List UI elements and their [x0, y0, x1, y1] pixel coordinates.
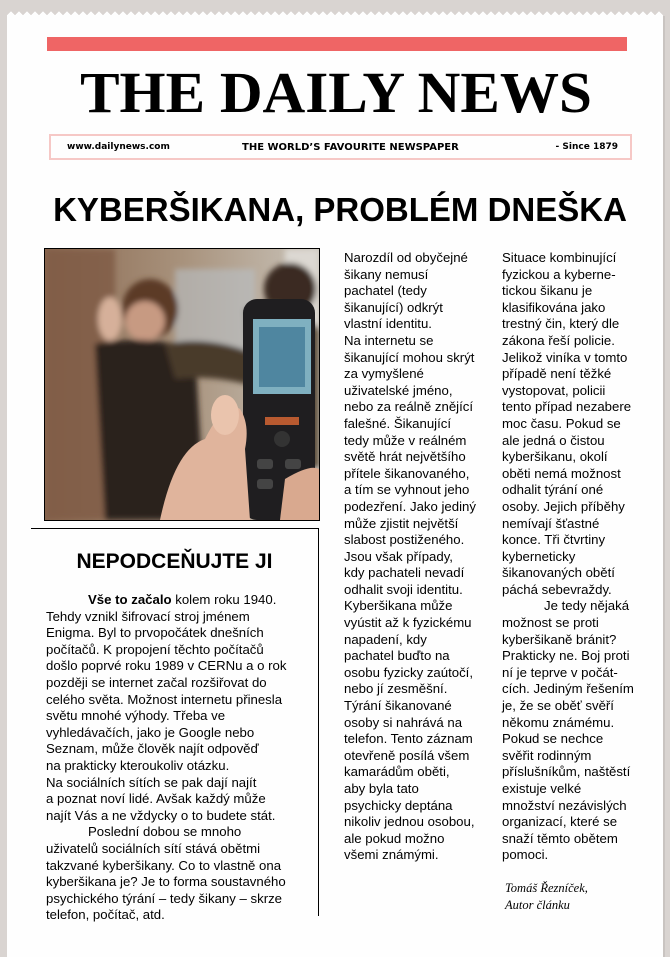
text-line: trestný čin, který dle	[502, 316, 620, 332]
text-line: telefon, počítač, atd.	[46, 907, 165, 923]
text-line: přítele šikanovaného,	[344, 465, 470, 481]
text-line: nebo za reálně znějící	[344, 399, 474, 415]
text-line: osobu fyzicky zaútočí,	[344, 664, 474, 680]
text-line: podezření. Jako jediný	[344, 498, 476, 514]
text-line: páchá sebevraždy.	[502, 581, 612, 597]
text-line: za vymyšlené	[344, 366, 424, 382]
sidebar-paragraph-2	[46, 824, 316, 841]
text-line: zákona řeší policie.	[502, 332, 615, 348]
text-line: příslušníkům, naštěstí	[502, 764, 631, 780]
text-line: Je tedy nějaká	[544, 598, 630, 614]
text-line: světě hrát největšího	[344, 449, 466, 465]
text-line: Na internetu se	[344, 332, 434, 348]
article-photo	[44, 248, 320, 521]
text-line: oběti nemá možnost	[502, 465, 621, 481]
text-line: moc času. Pokud se	[502, 415, 621, 431]
author-name: Tomáš Řezníček,	[505, 881, 588, 895]
text-line: organizací, které se	[502, 814, 618, 830]
text-line: uživatelské jméno,	[344, 382, 453, 398]
text-line: šikanující mohou skrýt	[344, 349, 475, 365]
text-line: konce. Tři čtvrtiny	[502, 532, 606, 548]
text-line: Seznam, může člověk najít odpověď	[46, 741, 259, 757]
text-line: kdy pachateli nevadí	[344, 565, 465, 581]
text-line: došlo poprvé roku 1989 v CERNu a o rok	[46, 658, 287, 674]
text-line: snaží těmto obětem	[502, 830, 618, 846]
sidebar-box	[31, 528, 319, 923]
text-line: počítačů. K propojení těchto počítačů	[46, 641, 264, 657]
text-line: tickou šikanu je	[502, 283, 593, 299]
text-line: cích. Jediným řešením	[502, 681, 634, 697]
text-line: později se internet začal rozšiřovat do	[46, 674, 267, 690]
text-line: slabost postiženého.	[344, 532, 465, 548]
text-line: Jsou však případy,	[344, 548, 453, 564]
article-headline: KYBERŠIKANA, PROBLÉM DNEŠKA	[53, 191, 627, 228]
text-line: tento případ nezabere	[502, 399, 632, 415]
text-line: šikanovaných obětí	[502, 565, 615, 581]
text-line: psychicky deptána	[344, 797, 453, 813]
text-line: kyberšikanu, okolí	[502, 449, 608, 465]
text-line: světu mnohé výhody. Třeba ve	[46, 708, 226, 724]
website-link[interactable]: www.dailynews.com	[67, 142, 170, 152]
text-line: osoby si nahrává na	[344, 714, 463, 730]
text-line: nikoliv jednou osobou,	[344, 814, 475, 830]
text-line: Pokud se nechce	[502, 731, 604, 747]
since-label: - Since 1879	[555, 142, 618, 152]
text-line: všemi známými.	[344, 847, 439, 863]
author-role: Autor článku	[505, 897, 570, 912]
text-line: možnost se proti	[502, 615, 599, 631]
text-line: může zjistit největší	[344, 515, 459, 531]
text-line: Tehdy vznikl šifrovací stroj jménem	[46, 608, 250, 624]
text-line: šikany nemusí	[344, 266, 429, 282]
text-line: psychického týrání – tedy šikany – skrze	[46, 890, 283, 906]
text-line: vystopovat, policii	[502, 382, 606, 398]
text-line: uživatelů sociálních sítí stává obětmi	[46, 840, 261, 856]
text-line: falešné. Šikanující	[344, 415, 452, 431]
tagline: THE WORLD’S FAVOURITE NEWSPAPER	[242, 142, 459, 153]
article-column-3	[502, 250, 652, 864]
accent-bar	[47, 37, 627, 51]
text-line: napadení, kdy	[344, 631, 427, 647]
text-line: odhalit týrání oné	[502, 482, 604, 498]
author-signature	[505, 880, 588, 913]
text-line: fyzickou a kyberne-	[502, 266, 616, 282]
text-line: pomoci.	[502, 847, 549, 863]
sidebar-paragraph-1	[46, 609, 316, 825]
photo-phone-recording-bullying-icon	[45, 249, 319, 520]
text-line: takzvané kyberšikany. Co to vlastně ona	[46, 857, 282, 873]
text-line: nebo jí zesměšní.	[344, 681, 448, 697]
text-line: množství nezávislých	[502, 797, 627, 813]
text-line: pachatel (tedy	[344, 283, 427, 299]
article-column-2	[344, 250, 494, 864]
text-line: najít Vás a ne vždycky o to budete stát.	[46, 807, 276, 823]
text-line: kamarádům oběti,	[344, 764, 450, 780]
text-line: Na sociálních sítích se pak dají najít	[46, 774, 257, 790]
text-line: svěřit rodinným	[502, 747, 592, 763]
column-3-paragraph-2	[502, 598, 652, 864]
text-line: Enigma. Byl to prvopočátek dnešních	[46, 625, 264, 641]
text-line: klasifikována jako	[502, 299, 606, 315]
column-3-paragraph-1	[502, 250, 652, 598]
text-line: vyústit až k fyzickému	[344, 615, 472, 631]
sidebar-paragraph-2-rest	[46, 841, 316, 924]
text-line: pachatel buďto na	[344, 648, 450, 664]
lead-bold: Vše to začalo	[88, 592, 172, 607]
text-line: nemívají šťastné	[502, 515, 600, 531]
text-line: odhalit svoji identitu.	[344, 581, 463, 597]
text-line: a tím se vyhnout jeho	[344, 482, 470, 498]
text-line: kyberšikaně bránit?	[502, 631, 617, 647]
text-line: celého světa. Možnost internetu přinesla	[46, 691, 283, 707]
text-line: aby byla tato	[344, 781, 419, 796]
text-line: je, že se oběť svěří	[502, 698, 614, 714]
text-line: existuje velké	[502, 781, 582, 796]
text-line: ale pokud možno	[344, 830, 445, 846]
text-line: a poznat noví lidé. Avšak každý může	[46, 791, 266, 807]
masthead-title: THE DAILY NEWS	[80, 60, 592, 125]
sidebar-body	[46, 592, 316, 924]
lead-rest: kolem roku 1940.	[171, 592, 277, 607]
text-line: Kyberšikana může	[344, 598, 453, 614]
text-line: telefon. Tento záznam	[344, 731, 473, 747]
text-line: Prakticky ne. Boj proti	[502, 648, 630, 664]
text-line: na prakticky kteroukoliv otázku.	[46, 757, 230, 773]
text-line: kyberneticky	[502, 548, 576, 564]
text-line: vlastní identitu.	[344, 316, 432, 332]
sidebar-heading: NEPODCEŇUJTE JI	[76, 550, 273, 573]
text-line: Jelikož viníka v tomto	[502, 349, 628, 365]
text-line: šikanující) odkrýt	[344, 299, 443, 315]
text-line: Narozdíl od obyčejné	[344, 250, 468, 265]
sidebar-paragraph	[46, 592, 316, 609]
text-line: někomu známému.	[502, 714, 615, 730]
masthead-subbar	[49, 134, 632, 160]
text-line: vyhledávačích, jako je Google nebo	[46, 724, 255, 740]
text-line: Situace kombinující	[502, 250, 617, 265]
text-line: případě není těžké	[502, 366, 612, 382]
text-line: kyberšikana je? Je to forma soustavného	[46, 874, 286, 890]
para2-first-line: Poslední dobou se mnoho	[88, 824, 242, 840]
text-line: Týrání šikanované	[344, 698, 452, 714]
text-line: ní je teprve v počát-	[502, 664, 618, 680]
text-line: otevřeně posílá všem	[344, 747, 470, 763]
text-line: osoby. Jejich příběhy	[502, 498, 625, 514]
text-line: ale jedná o čistou	[502, 432, 605, 448]
text-line: tedy může v reálném	[344, 432, 467, 448]
